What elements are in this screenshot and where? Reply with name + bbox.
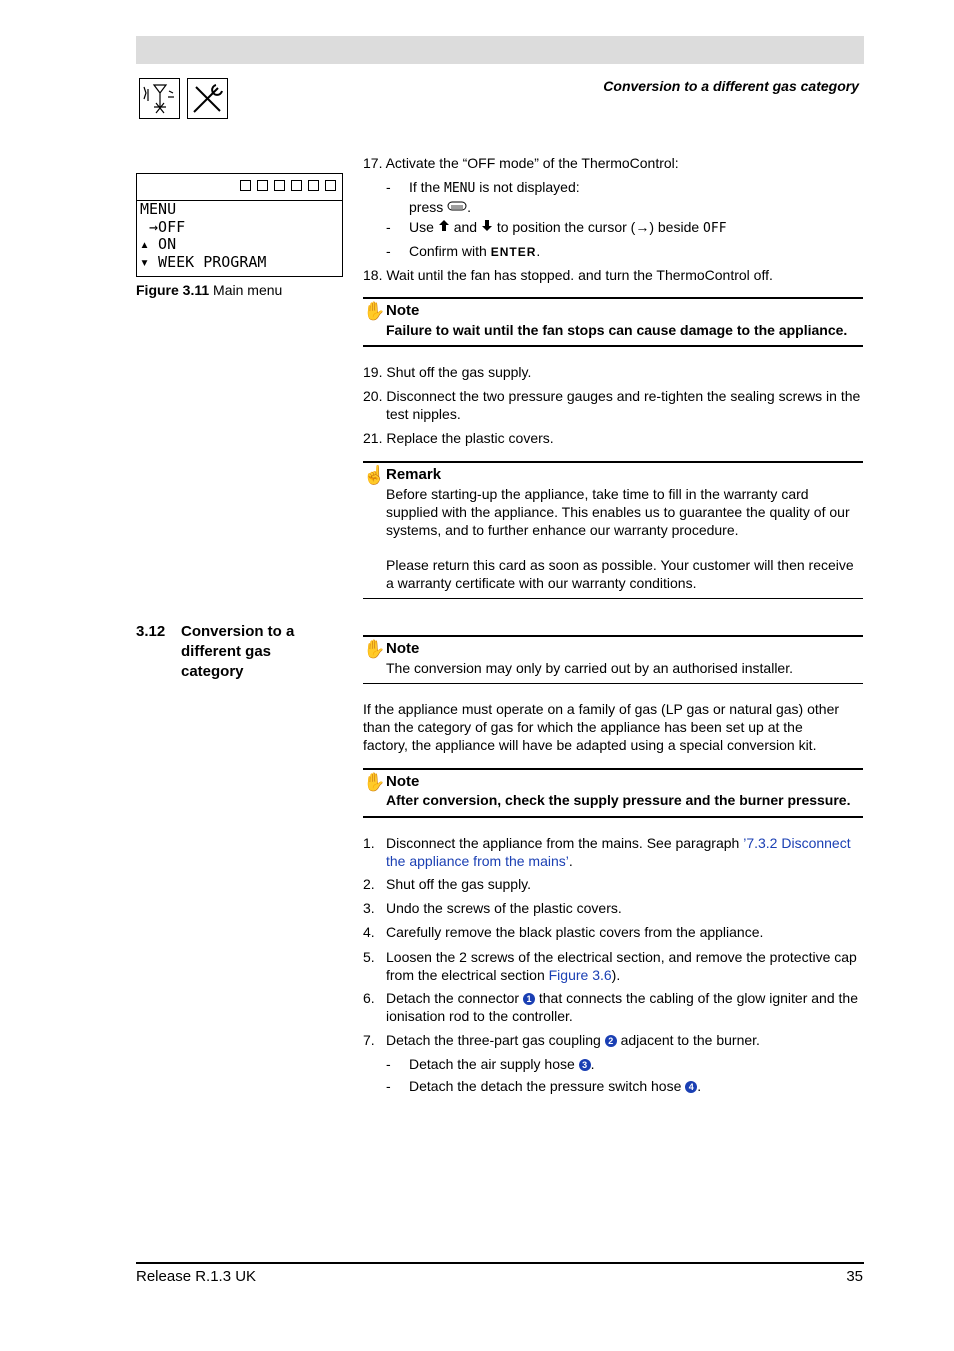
step-number: 18. — [363, 267, 383, 283]
figure-number: Figure 3.11 — [136, 282, 210, 298]
intro-line: factory, the appliance will have be adapted using a special conversion kit. — [363, 737, 817, 753]
note-bottom-rule — [363, 816, 863, 818]
figure-caption-text: Main menu — [213, 282, 283, 298]
hand-stop-icon: ✋ — [363, 772, 386, 792]
dash: - — [386, 219, 391, 235]
calendar-icon — [308, 180, 319, 191]
lcd-line: MENU — [140, 200, 177, 218]
text: and — [453, 219, 478, 235]
callout-1-icon: 1 — [523, 993, 535, 1005]
step-20 — [363, 387, 860, 405]
text: ). — [611, 967, 621, 983]
lcd-menu-text — [140, 201, 266, 271]
settings-icon — [257, 180, 268, 191]
callout-2-icon: 2 — [605, 1035, 617, 1047]
note-text: The conversion may only by carried out by an authorised installer. — [386, 660, 793, 676]
intro-paragraph — [363, 700, 839, 754]
link-disconnect-mains[interactable]: ’7.3.2 Disconnect — [743, 835, 851, 851]
step-text: Detach the three-part gas coupling — [386, 1032, 601, 1048]
down-arrow-icon — [481, 219, 493, 232]
step-17-sub-2-text — [409, 218, 727, 238]
section-title-line: Conversion to a — [181, 623, 295, 640]
step-text: Disconnect the two pressure gauges and re-tighten the sealing screws in the — [386, 388, 861, 404]
step-number: 6. — [363, 990, 375, 1006]
note-top-rule — [363, 635, 863, 637]
intro-line: than the category of gas for which the appliance has been set up at the — [363, 719, 803, 735]
text: If the — [409, 179, 441, 195]
step-text: Shut off the gas supply. — [386, 364, 532, 380]
remark-line: a warranty certificate with our warranty conditions. — [386, 575, 697, 591]
step-number: 7. — [363, 1032, 375, 1048]
clock-icon — [274, 180, 285, 191]
section-title-line: category — [181, 663, 244, 680]
lcd-line: ▴ ON — [140, 235, 177, 253]
link-figure-3-6[interactable]: Figure 3.6 — [548, 967, 612, 983]
step-text: test nipples. — [386, 406, 461, 422]
enter-key-label: ENTER — [490, 245, 537, 259]
page-number: 35 — [846, 1268, 863, 1285]
note-text: After conversion, check the supply pressure and the burner pressure. — [386, 792, 851, 808]
gas-valve-logo-icon — [139, 78, 180, 119]
remark-line: Please return this card as soon as possible. Your customer will then receive — [386, 557, 854, 573]
dash: - — [386, 1078, 391, 1094]
step-number: 21. — [363, 430, 383, 446]
step-number: 17. — [363, 155, 383, 171]
step-text: Wait until the fan has stopped. and turn the ThermoControl off. — [386, 267, 773, 283]
section-title-line: different gas — [181, 643, 272, 660]
text: ) beside — [649, 219, 700, 235]
step-number: 4. — [363, 924, 375, 940]
link-disconnect-mains[interactable]: the appliance from the mains’ — [386, 853, 569, 869]
code-menu: MENU — [444, 181, 476, 196]
step-text: Detach the air supply hose — [409, 1056, 575, 1072]
remark-bottom-rule — [363, 598, 863, 599]
lcd-line: ▾ WEEK PROGRAM — [140, 252, 267, 271]
note-title: Note — [386, 773, 420, 790]
step-17 — [363, 154, 863, 172]
lcd-icon-row — [240, 180, 336, 191]
note-title: Note — [386, 302, 420, 319]
text: . — [697, 1078, 702, 1094]
dash: - — [386, 243, 391, 259]
lcd-display — [136, 173, 343, 277]
step-17-sub-1 — [386, 178, 391, 196]
step-text: Loosen the 2 screws of the electrical section, and remove the protective cap — [386, 949, 857, 965]
cursor-arrow-glyph: → — [635, 219, 650, 235]
step-7 — [386, 1031, 760, 1049]
pointing-hand-icon: ☝ — [363, 465, 386, 485]
header-bar — [136, 36, 864, 64]
callout-3-icon: 3 — [579, 1059, 591, 1071]
step-text: that connects the cabling of the glow igniter and the — [538, 990, 858, 1006]
remark-line: Before starting-up the appliance, take time to fill in the warranty card — [386, 486, 809, 502]
step-text: Replace the plastic covers. — [386, 430, 554, 446]
note-bottom-rule — [363, 345, 863, 347]
step-17-sub-2 — [386, 218, 391, 236]
note-top-rule — [363, 297, 863, 299]
step-19 — [363, 363, 531, 381]
step-18 — [363, 266, 773, 284]
callout-4-icon: 4 — [685, 1081, 697, 1093]
tools-logo-icon — [187, 78, 228, 119]
remark-top-rule — [363, 461, 863, 463]
step-17-sub-3-text: Confirm with ENTER. — [409, 243, 541, 259]
step-2: Shut off the gas supply. — [386, 876, 532, 892]
step-5 — [386, 948, 857, 984]
text: . — [568, 853, 573, 869]
step-4: Carefully remove the black plastic covers from the appliance. — [386, 924, 764, 940]
dash: - — [386, 1056, 391, 1072]
remark-text — [386, 485, 854, 592]
star-icon — [291, 180, 302, 191]
step-6 — [386, 989, 858, 1025]
note-bottom-rule — [363, 683, 863, 684]
text: . — [590, 1056, 595, 1072]
note-text: Failure to wait until the fan stops can cause damage to the appliance. — [386, 322, 848, 338]
step-7-sub-1 — [409, 1055, 595, 1073]
step-text: ionisation rod to the controller. — [386, 1008, 573, 1024]
footer-rule — [136, 1262, 864, 1264]
hand-stop-icon: ✋ — [363, 639, 386, 659]
figure-caption — [136, 282, 282, 298]
menu-key-icon — [447, 200, 467, 212]
intro-line: If the appliance must operate on a family of gas (LP gas or natural gas) other — [363, 701, 840, 717]
release-label: Release R.1.3 UK — [136, 1268, 257, 1285]
thermometer-icon — [325, 180, 336, 191]
step-number: 1. — [363, 835, 375, 851]
note-title: Note — [386, 640, 420, 657]
step-text: Disconnect the appliance from the mains. See paragraph — [386, 835, 740, 851]
step-3: Undo the screws of the plastic covers. — [386, 900, 622, 916]
step-number: 19. — [363, 364, 383, 380]
step-7-sub-2 — [409, 1077, 701, 1095]
step-number: 20. — [363, 388, 383, 404]
step-17-sub-1-text: If the MENU is not displayed: press . — [409, 179, 580, 215]
step-number: 3. — [363, 900, 375, 916]
note-top-rule — [363, 768, 863, 770]
remark-title: Remark — [386, 466, 442, 483]
info-icon — [240, 180, 251, 191]
dash: - — [386, 179, 391, 195]
step-text: Detach the detach the pressure switch hose — [409, 1078, 682, 1094]
step-17-sub-3 — [386, 242, 391, 260]
step-1 — [386, 834, 866, 870]
up-arrow-icon — [438, 219, 450, 232]
step-text: Activate the “OFF mode” of the ThermoControl: — [385, 155, 679, 171]
remark-line: systems, and to further enhance our warranty procedure. — [386, 522, 739, 538]
section-number: 3.12 — [136, 623, 166, 640]
text: Confirm with — [409, 243, 487, 259]
text: press — [409, 199, 444, 215]
step-21 — [363, 429, 554, 447]
remark-line: supplied with the appliance. This enables us to guarantee the quality of our — [386, 504, 850, 520]
page-header-title: Conversion to a different gas category — [603, 78, 859, 94]
lcd-line: →OFF — [140, 217, 186, 236]
step-number: 2. — [363, 876, 375, 892]
hand-stop-icon: ✋ — [363, 301, 386, 321]
code-off: OFF — [703, 221, 727, 236]
step-text: adjacent to the burner. — [620, 1032, 760, 1048]
text: Use — [409, 219, 434, 235]
step-text: Detach the connector — [386, 990, 520, 1006]
text: to position the cursor ( — [496, 219, 636, 235]
step-number: 5. — [363, 949, 375, 965]
text: is not displayed: — [479, 179, 580, 195]
step-text: from the electrical section — [386, 967, 545, 983]
